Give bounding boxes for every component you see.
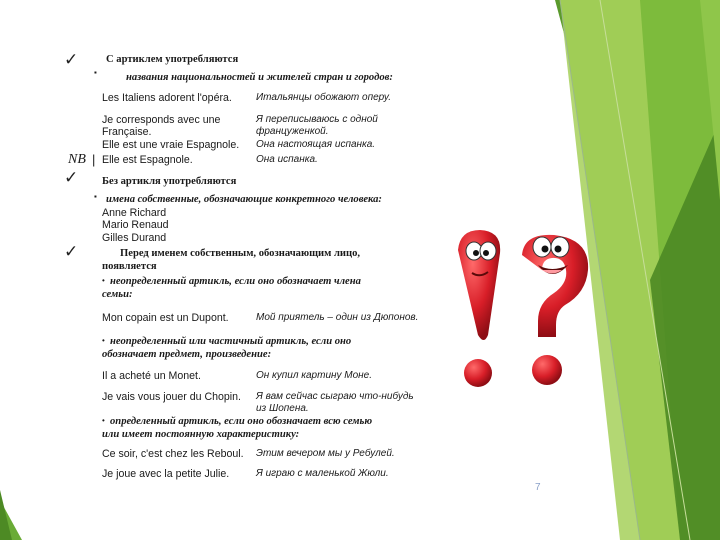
- example-ru: Итальянцы обожают оперу.: [256, 92, 391, 103]
- bullet-indefinite-family-2: семьи:: [102, 289, 133, 300]
- section-header-proper-name: Перед именем собственным, обозначающим лицо,: [120, 248, 361, 259]
- example-fr: Je vais vous jouer du Chopin.: [102, 391, 241, 403]
- bullet-indefinite-partitive: неопределенный или частичный артикль, если оно: [110, 336, 352, 347]
- checkmark-icon: ✓: [64, 168, 79, 188]
- bullet-nationalities: названия национальностей и жителей стран и городов:: [126, 72, 393, 83]
- left-corner-dark: [0, 490, 12, 540]
- question-mark-icon: [522, 235, 588, 385]
- exclamation-question-mark-illustration: [450, 225, 600, 390]
- bullet-indefinite-family: неопределенный артикль, если оно обозначает члена: [110, 276, 361, 287]
- bullet-icon: ▪: [94, 192, 97, 201]
- example-fr: Elle est Espagnole.: [102, 154, 193, 166]
- bullet-icon: •: [102, 336, 105, 345]
- bullet-definite-family: определенный артикль, если оно обозначает всю семью: [110, 416, 373, 427]
- example-fr: Ce soir, c'est chez les Reboul.: [102, 448, 244, 460]
- bullet-icon: •: [102, 416, 105, 425]
- bullet-icon: •: [102, 276, 105, 285]
- bullet-icon: ▪: [94, 68, 97, 77]
- name-item: Mario Renaud: [102, 219, 169, 231]
- section-header-proper-name-2: появляется: [102, 261, 157, 272]
- example-ru: из Шопена.: [256, 403, 309, 414]
- bullet-indefinite-partitive-2: обозначает предмет, произведение:: [102, 349, 272, 360]
- example-ru: Я переписываюсь с одной: [256, 114, 378, 125]
- example-ru: француженкой.: [256, 126, 329, 137]
- example-fr: Les Italiens adorent l'opéra.: [102, 92, 232, 104]
- checkmark-icon: ✓: [64, 50, 79, 70]
- page-number: 7: [535, 482, 541, 493]
- example-fr: Je joue avec la petite Julie.: [102, 468, 230, 480]
- scanned-grammar-text: [56, 48, 446, 488]
- name-item: Gilles Durand: [102, 232, 167, 244]
- example-fr: Il a acheté un Monet.: [102, 370, 201, 382]
- nb-bar: |: [92, 152, 96, 167]
- example-ru: Я играю с маленькой Жюли.: [256, 468, 389, 479]
- example-fr: Je corresponds avec une: [102, 114, 221, 126]
- section-header-without-article: Без артикля употребляются: [102, 176, 237, 187]
- nb-label: NB: [68, 152, 86, 167]
- bullet-proper-names: имена собственные, обозначающие конкретного человека:: [106, 194, 382, 205]
- section-header-with-article: С артиклем употребляются: [106, 54, 239, 65]
- name-item: Anne Richard: [102, 207, 167, 219]
- example-fr: Française.: [102, 126, 152, 138]
- checkmark-icon: ✓: [64, 242, 79, 262]
- example-ru: Она настоящая испанка.: [256, 139, 376, 150]
- bullet-definite-family-2: или имеет постоянную характеристику:: [102, 429, 300, 440]
- example-ru: Этим вечером мы у Ребулей.: [256, 448, 395, 459]
- example-ru: Мой приятель – один из Дюпонов.: [256, 312, 419, 323]
- example-ru: Он купил картину Моне.: [256, 370, 373, 381]
- example-fr: Mon copain est un Dupont.: [102, 312, 229, 324]
- example-fr: Elle est une vraie Espagnole.: [102, 139, 240, 151]
- example-ru: Она испанка.: [256, 154, 318, 165]
- example-ru: Я вам сейчас сыграю что-нибудь: [256, 391, 414, 402]
- exclamation-mark-icon: [458, 230, 500, 387]
